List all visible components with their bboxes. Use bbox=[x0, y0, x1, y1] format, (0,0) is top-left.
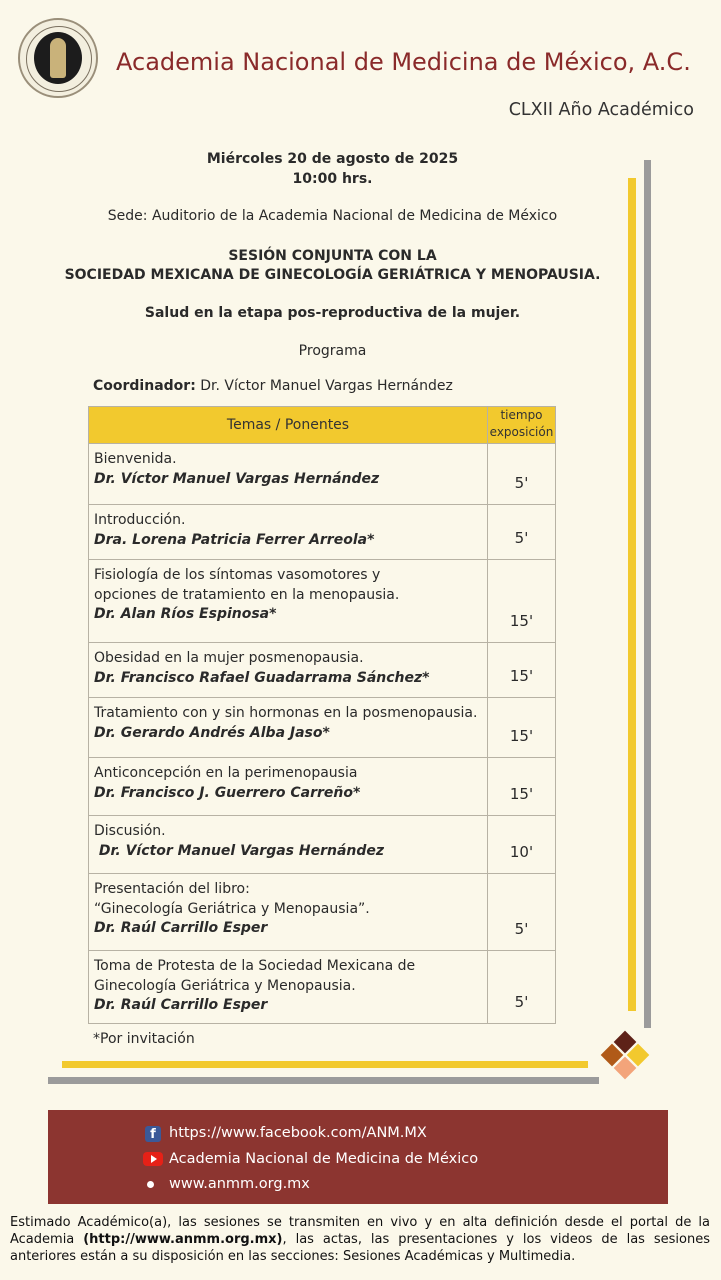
table-row bbox=[89, 816, 556, 874]
session-title-line2: SOCIEDAD MEXICANA DE GINECOLOGÍA GERIÁTRICA Y MENOPAUSIA. bbox=[64, 267, 601, 283]
time-cell: 5' bbox=[488, 444, 556, 505]
table-row bbox=[89, 951, 556, 1024]
decorative-bar-yellow-vertical bbox=[628, 178, 636, 1011]
topic-text: Discusión. bbox=[94, 823, 166, 839]
speaker-name: Dr. Francisco J. Guerrero Carreño* bbox=[94, 784, 361, 801]
topic-text: Obesidad en la mujer posmenopausia. bbox=[94, 650, 364, 666]
table-row bbox=[89, 698, 556, 758]
topic-cell bbox=[89, 874, 488, 951]
youtube-channel-link[interactable]: Academia Nacional de Medicina de México bbox=[169, 1151, 479, 1167]
table-row bbox=[89, 758, 556, 816]
event-time: 10:00 hrs. bbox=[292, 171, 373, 187]
table-row bbox=[89, 874, 556, 951]
topic-text: Tratamiento con y sin hormonas en la posmenopausia. bbox=[94, 705, 478, 721]
time-cell: 15' bbox=[488, 560, 556, 643]
speaker-name: Dr. Víctor Manuel Vargas Hernández bbox=[94, 842, 385, 859]
topic-text: Presentación del libro: bbox=[94, 881, 250, 897]
table-row bbox=[89, 444, 556, 505]
coordinator bbox=[93, 378, 453, 394]
speaker-name: Dr. Gerardo Andrés Alba Jaso* bbox=[94, 724, 330, 741]
coordinator-name: Dr. Víctor Manuel Vargas Hernández bbox=[200, 378, 453, 394]
topic-cell bbox=[89, 951, 488, 1024]
event-date: Miércoles 20 de agosto de 2025 bbox=[206, 151, 459, 167]
speaker-name: Dr. Francisco Rafael Guadarrama Sánchez* bbox=[94, 669, 430, 686]
broadcast-note: Estimado Académico(a), las sesiones se transmiten en vivo y en alta definición desde el portal de la Academia (http://www.anmm.org.mx), las actas, las presentaciones y los videos de las sesiones anteriores están a su disposición en las secciones: Sesiones Académicas y Multimedia. bbox=[10, 1215, 710, 1264]
youtube-icon bbox=[143, 1152, 163, 1166]
speaker-name: Dra. Lorena Patricia Ferrer Arreola* bbox=[94, 531, 375, 548]
time-cell: 15' bbox=[488, 643, 556, 698]
topic-cell bbox=[89, 505, 488, 560]
facebook-icon: f bbox=[145, 1126, 161, 1142]
time-cell: 15' bbox=[488, 698, 556, 758]
speaker-name: Dr. Raúl Carrillo Esper bbox=[94, 997, 268, 1013]
topic-cell bbox=[89, 643, 488, 698]
academic-year: CLXII Año Académico bbox=[508, 100, 694, 120]
column-header-topics: Temas / Ponentes bbox=[89, 407, 488, 444]
session-theme: Salud en la etapa pos-reproductiva de la mujer. bbox=[144, 305, 521, 321]
topic-text: Introducción. bbox=[94, 512, 186, 528]
topic-cell bbox=[89, 444, 488, 505]
facebook-link[interactable]: https://www.facebook.com/ANM.MX bbox=[169, 1125, 427, 1141]
topic-text: opciones de tratamiento en la menopausia. bbox=[94, 586, 400, 603]
topic-text: Toma de Protesta de la Sociedad Mexicana de bbox=[94, 958, 416, 974]
table-row bbox=[89, 560, 556, 643]
time-cell: 15' bbox=[488, 758, 556, 816]
program-heading: Programa bbox=[298, 343, 367, 359]
speaker-name: Dr. Raúl Carrillo Esper bbox=[94, 920, 268, 936]
program-table bbox=[88, 406, 556, 1024]
decorative-bar-gray-vertical bbox=[644, 160, 651, 1028]
topic-text: Fisiología de los síntomas vasomotores y bbox=[94, 567, 381, 583]
topic-text: Ginecología Geriátrica y Menopausia. bbox=[94, 977, 356, 994]
coordinator-label: Coordinador: bbox=[93, 378, 196, 394]
time-cell: 5' bbox=[488, 874, 556, 951]
website-link[interactable]: www.anmm.org.mx bbox=[169, 1176, 310, 1192]
topic-text: Bienvenida. bbox=[94, 451, 177, 467]
decorative-bar-yellow-horizontal bbox=[62, 1061, 588, 1068]
topic-text: Anticoncepción en la perimenopausia bbox=[94, 765, 358, 781]
topic-cell bbox=[89, 758, 488, 816]
topic-text: “Ginecología Geriátrica y Menopausia”. bbox=[94, 900, 370, 917]
table-row bbox=[89, 643, 556, 698]
topic-cell bbox=[89, 560, 488, 643]
time-cell: 10' bbox=[488, 816, 556, 874]
invitation-note: *Por invitación bbox=[93, 1031, 195, 1047]
table-row bbox=[89, 505, 556, 560]
event-venue: Sede: Auditorio de la Academia Nacional de Medicina de México bbox=[107, 208, 558, 224]
time-cell: 5' bbox=[488, 951, 556, 1024]
topic-cell bbox=[89, 816, 488, 874]
speaker-name: Dr. Alan Ríos Espinosa* bbox=[94, 606, 277, 622]
decorative-bar-gray-horizontal bbox=[48, 1077, 599, 1084]
page-title: Academia Nacional de Medicina de México, A.C. bbox=[116, 48, 691, 76]
academy-seal-logo bbox=[18, 18, 98, 98]
speaker-name: Dr. Víctor Manuel Vargas Hernández bbox=[94, 470, 380, 487]
column-header-time: tiempo exposición bbox=[488, 407, 556, 444]
topic-cell bbox=[89, 698, 488, 758]
session-title-line1: SESIÓN CONJUNTA CON LA bbox=[228, 248, 437, 264]
bullet-icon bbox=[147, 1181, 154, 1188]
portal-link[interactable]: (http://www.anmm.org.mx) bbox=[83, 1232, 283, 1247]
time-cell: 5' bbox=[488, 505, 556, 560]
